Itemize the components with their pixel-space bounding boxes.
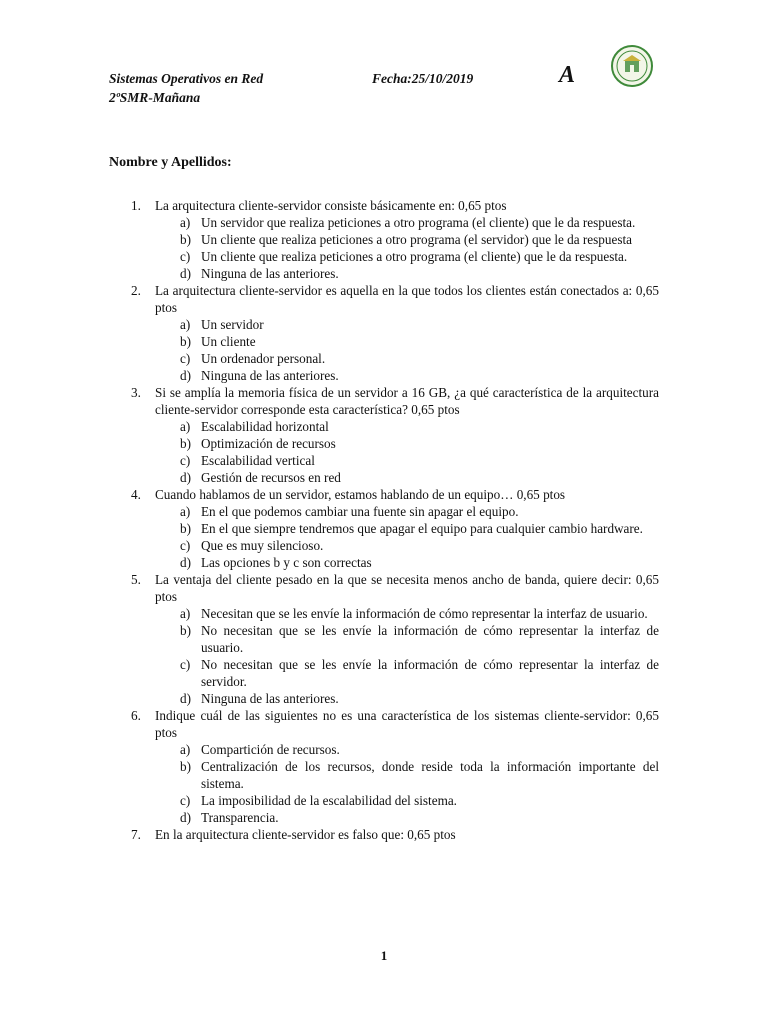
- question-text: Si se amplía la memoria física de un servidor a 16 GB, ¿a qué característica de la arquitectura cliente-servidor corresponde esta característica? 0,65 ptos: [155, 385, 659, 417]
- option-letter: d): [180, 555, 191, 570]
- question-item: [109, 826, 659, 843]
- option-text: Ninguna de las anteriores.: [201, 691, 339, 706]
- answer-option: [180, 605, 659, 622]
- option-letter: a): [180, 419, 191, 434]
- option-letter: a): [180, 215, 191, 230]
- option-text: Necesitan que se les envíe la información de cómo representar la interfaz de usuario.: [201, 606, 648, 621]
- answer-option: [180, 554, 659, 571]
- option-text: Un cliente que realiza peticiones a otro programa (el servidor) que le da respuesta: [201, 232, 632, 247]
- option-text: Un cliente que realiza peticiones a otro programa (el cliente) que le da respuesta.: [201, 249, 628, 264]
- answer-option: [180, 452, 659, 469]
- option-letter: b): [180, 232, 191, 247]
- answer-option: [180, 435, 659, 452]
- option-letter: b): [180, 334, 191, 349]
- answer-option: [180, 520, 659, 537]
- answer-option: [180, 741, 659, 758]
- option-text: Centralización de los recursos, donde reside toda la información importante del sistema.: [201, 759, 659, 791]
- option-letter: c): [180, 453, 191, 468]
- answer-option: [180, 231, 659, 248]
- answer-option: [180, 333, 659, 350]
- answer-option: [180, 214, 659, 231]
- question-number: 4.: [131, 487, 141, 502]
- option-text: Un servidor que realiza peticiones a otro programa (el cliente) que le da respuesta.: [201, 215, 636, 230]
- question-item: [109, 384, 659, 418]
- option-text: En el que podemos cambiar una fuente sin apagar el equipo.: [201, 504, 519, 519]
- subject-title: Sistemas Operativos en Red: [109, 71, 264, 86]
- question-item: [109, 282, 659, 316]
- question-number: 7.: [131, 827, 141, 842]
- answer-option: [180, 503, 659, 520]
- option-text: Ninguna de las anteriores.: [201, 266, 339, 281]
- question-item: [109, 571, 659, 605]
- answer-option: [180, 758, 659, 792]
- question-text: La arquitectura cliente-servidor consiste básicamente en: 0,65 ptos: [155, 198, 507, 213]
- question-text: Cuando hablamos de un servidor, estamos hablando de un equipo… 0,65 ptos: [155, 487, 566, 502]
- answer-option: [180, 690, 659, 707]
- exam-date: Fecha:25/10/2019: [372, 71, 474, 86]
- option-text: Transparencia.: [201, 810, 279, 825]
- exam-variant: A: [559, 62, 576, 88]
- option-letter: c): [180, 351, 191, 366]
- answer-option: [180, 248, 659, 265]
- answer-option: [180, 469, 659, 486]
- option-letter: d): [180, 691, 191, 706]
- option-text: Compartición de recursos.: [201, 742, 340, 757]
- option-letter: b): [180, 436, 191, 451]
- option-letter: a): [180, 504, 191, 519]
- question-text: En la arquitectura cliente-servidor es falso que: 0,65 ptos: [155, 827, 456, 842]
- question-item: [109, 707, 659, 741]
- option-text: Gestión de recursos en red: [201, 470, 341, 485]
- answer-option: [180, 809, 659, 826]
- option-letter: c): [180, 793, 191, 808]
- option-text: Un servidor: [201, 317, 264, 332]
- question-number: 2.: [131, 283, 141, 298]
- answer-option: [180, 622, 659, 656]
- question-item: [109, 486, 659, 503]
- question-number: 6.: [131, 708, 141, 723]
- option-text: No necesitan que se les envíe la información de cómo representar la interfaz de servidor.: [201, 657, 659, 689]
- option-text: Un cliente: [201, 334, 256, 349]
- option-letter: d): [180, 810, 191, 825]
- option-text: Las opciones b y c son correctas: [201, 555, 372, 570]
- answer-option: [180, 265, 659, 282]
- answer-option: [180, 537, 659, 554]
- answer-option: [180, 656, 659, 690]
- option-text: Escalabilidad horizontal: [201, 419, 329, 434]
- option-text: No necesitan que se les envíe la información de cómo representar la interfaz de usuario.: [201, 623, 659, 655]
- option-letter: d): [180, 470, 191, 485]
- option-letter: d): [180, 266, 191, 281]
- group-label: 2ºSMR-Mañana: [109, 90, 201, 105]
- question-text: La arquitectura cliente-servidor es aquella en la que todos los clientes están conectados a: 0,65 ptos: [155, 283, 659, 315]
- page-number: 1: [380, 948, 388, 963]
- answer-option: [180, 350, 659, 367]
- question-list: [109, 197, 659, 843]
- student-name-label: Nombre y Apellidos:: [109, 155, 232, 170]
- school-seal-logo-icon: [610, 44, 654, 88]
- option-letter: c): [180, 538, 191, 553]
- question-number: 1.: [131, 198, 141, 213]
- question-text: Indique cuál de las siguientes no es una característica de los sistemas cliente-servidor: 0,65 ptos: [155, 708, 659, 740]
- option-text: Que es muy silencioso.: [201, 538, 324, 553]
- question-number: 3.: [131, 385, 141, 400]
- question-item: [109, 197, 659, 214]
- answer-option: [180, 792, 659, 809]
- option-letter: a): [180, 317, 191, 332]
- option-text: Un ordenador personal.: [201, 351, 326, 366]
- option-letter: a): [180, 742, 191, 757]
- answer-option: [180, 418, 659, 435]
- question-text: La ventaja del cliente pesado en la que se necesita menos ancho de banda, quiere decir: 0,65 ptos: [155, 572, 659, 604]
- question-number: 5.: [131, 572, 141, 587]
- option-text: Ninguna de las anteriores.: [201, 368, 339, 383]
- option-letter: b): [180, 521, 191, 536]
- option-letter: b): [180, 623, 191, 638]
- option-text: Optimización de recursos: [201, 436, 336, 451]
- option-letter: b): [180, 759, 191, 774]
- option-letter: c): [180, 657, 191, 672]
- option-letter: d): [180, 368, 191, 383]
- answer-option: [180, 367, 659, 384]
- option-text: La imposibilidad de la escalabilidad del sistema.: [201, 793, 457, 808]
- option-letter: a): [180, 606, 191, 621]
- answer-option: [180, 316, 659, 333]
- option-text: En el que siempre tendremos que apagar el equipo para cualquier cambio hardware.: [201, 521, 643, 536]
- option-text: Escalabilidad vertical: [201, 453, 315, 468]
- option-letter: c): [180, 249, 191, 264]
